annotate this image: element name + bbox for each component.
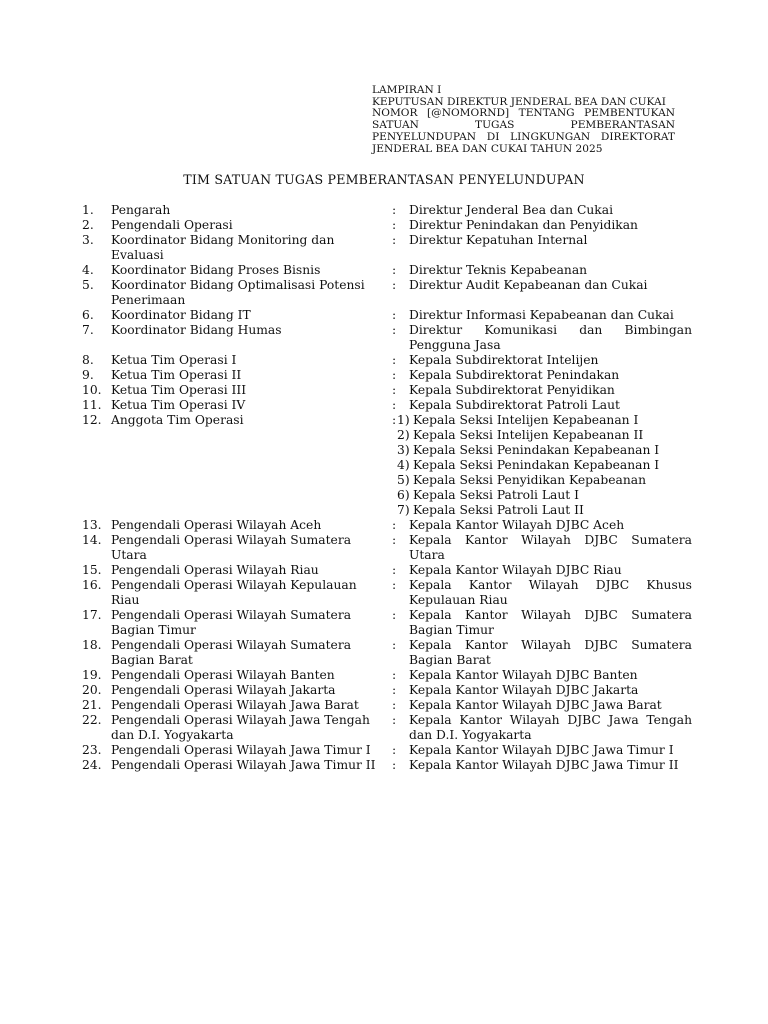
list-item — [0, 683, 768, 698]
item-label: Pengendali Operasi Wilayah Jawa Timur I — [111, 743, 371, 757]
document-title: TIM SATUAN TUGAS PEMBERANTASAN PENYELUNDUPAN — [183, 172, 585, 187]
item-value: Direktur Audit Kepabeanan dan Cukai — [409, 278, 648, 292]
list-item — [0, 563, 768, 578]
item-label: Pengendali Operasi Wilayah Aceh — [111, 518, 322, 532]
item-label: Pengendali Operasi Wilayah Banten — [111, 668, 335, 682]
list-item — [0, 368, 768, 383]
item-number: 24. — [82, 758, 102, 772]
item-value: Kepala Kantor Wilayah DJBC Khusus Kepulauan Riau — [409, 578, 692, 607]
item-label: Ketua Tim Operasi IV — [111, 398, 246, 412]
list-item — [0, 233, 768, 263]
sub-item-text: Kepala Seksi Intelijen Kepabeanan I — [413, 413, 639, 427]
colon-separator: : — [392, 668, 397, 682]
colon-separator: : — [392, 743, 397, 757]
item-value: Direktur Komunikasi dan Bimbingan Pengguna Jasa — [409, 323, 692, 352]
lampiran-line: PENYELUNDUPAN DI LINGKUNGAN DIREKTORAT — [372, 130, 675, 143]
list-item — [0, 383, 768, 398]
colon-separator: : — [392, 563, 397, 577]
item-label: Pengendali Operasi Wilayah Sumatera Utara — [111, 533, 352, 562]
list-item — [0, 638, 768, 668]
sub-item-text: Kepala Seksi Patroli Laut II — [413, 503, 584, 517]
list-item — [0, 353, 768, 368]
item-label: Anggota Tim Operasi — [111, 413, 244, 427]
item-number: 9. — [82, 368, 94, 382]
list-item — [0, 263, 768, 278]
colon-separator: : — [392, 398, 397, 412]
item-number: 14. — [82, 533, 102, 547]
item-label: Pengendali Operasi Wilayah Jawa Tengah dan D.I. Yogyakarta — [111, 713, 370, 742]
list-item — [0, 518, 768, 533]
item-value: Kepala Kantor Wilayah DJBC Jakarta — [409, 683, 639, 697]
item-value: Direktur Kepatuhan Internal — [409, 233, 588, 247]
colon-separator: : — [392, 308, 397, 322]
item-label: Pengarah — [111, 203, 171, 217]
colon-separator: : — [392, 713, 397, 727]
item-value: Direktur Teknis Kepabeanan — [409, 263, 588, 277]
item-number: 20. — [82, 683, 102, 697]
item-number: 5. — [82, 278, 94, 292]
item-value: Direktur Informasi Kepabeanan dan Cukai — [409, 308, 674, 322]
item-label: Ketua Tim Operasi II — [111, 368, 242, 382]
item-value: Kepala Kantor Wilayah DJBC Jawa Timur I — [409, 743, 674, 757]
item-label: Koordinator Bidang Monitoring dan Evaluasi — [111, 233, 335, 262]
item-number: 16. — [82, 578, 102, 592]
item-number: 15. — [82, 563, 102, 577]
colon-separator: : — [392, 368, 397, 382]
item-number: 19. — [82, 668, 102, 682]
colon-separator: : — [392, 638, 397, 652]
sub-item-number: 4) — [397, 458, 410, 472]
sub-item-number: 1) — [397, 413, 410, 427]
item-label: Ketua Tim Operasi III — [111, 383, 247, 397]
member-list — [0, 203, 768, 773]
sub-item-number: 6) — [397, 488, 410, 502]
item-label: Pengendali Operasi — [111, 218, 233, 232]
item-value: Kepala Kantor Wilayah DJBC Jawa Barat — [409, 698, 662, 712]
item-value: Kepala Kantor Wilayah DJBC Sumatera Utara — [409, 533, 692, 562]
item-number: 3. — [82, 233, 94, 247]
item-label: Koordinator Bidang Optimalisasi Potensi Penerimaan — [111, 278, 365, 307]
list-item — [0, 398, 768, 413]
item-number: 4. — [82, 263, 94, 277]
lampiran-line: SATUAN TUGAS PEMBERANTASAN — [372, 119, 675, 132]
item-number: 21. — [82, 698, 102, 712]
item-value: Kepala Subdirektorat Penyidikan — [409, 383, 615, 397]
item-value: Kepala Subdirektorat Patroli Laut — [409, 398, 620, 412]
list-item — [0, 308, 768, 323]
sub-item — [397, 443, 666, 458]
item-value: Kepala Kantor Wilayah DJBC Jawa Timur II — [409, 758, 679, 772]
lampiran-header — [372, 85, 675, 155]
lampiran-line: JENDERAL BEA DAN CUKAI TAHUN 2025 — [372, 142, 603, 155]
sub-item — [397, 503, 666, 518]
item-number: 2. — [82, 218, 94, 232]
item-label: Koordinator Bidang Humas — [111, 323, 282, 337]
colon-separator: : — [392, 683, 397, 697]
list-item — [0, 608, 768, 638]
colon-separator: : — [392, 383, 397, 397]
item-number: 12. — [82, 413, 102, 427]
lampiran-line: NOMOR [@NOMORND] TENTANG PEMBENTUKAN — [372, 107, 675, 120]
item-number: 18. — [82, 638, 102, 652]
list-item — [0, 578, 768, 608]
list-item — [0, 743, 768, 758]
lampiran-line: LAMPIRAN I — [372, 84, 442, 96]
item-label: Pengendali Operasi Wilayah Riau — [111, 563, 319, 577]
item-label: Ketua Tim Operasi I — [111, 353, 237, 367]
item-label: Pengendali Operasi Wilayah Kepulauan Riau — [111, 578, 357, 607]
sub-item-number: 7) — [397, 503, 410, 517]
item-label: Koordinator Bidang Proses Bisnis — [111, 263, 321, 277]
list-item — [0, 323, 768, 353]
list-item — [0, 278, 768, 308]
sub-list — [397, 413, 666, 518]
colon-separator: : — [392, 758, 397, 772]
sub-item — [397, 488, 666, 503]
item-number: 23. — [82, 743, 102, 757]
item-value: Kepala Kantor Wilayah DJBC Jawa Tengah dan D.I. Yogyakarta — [409, 713, 692, 742]
item-number: 13. — [82, 518, 102, 532]
sub-item-number: 3) — [397, 443, 410, 457]
sub-item-text: Kepala Seksi Intelijen Kepabeanan II — [413, 428, 644, 442]
item-number: 11. — [82, 398, 102, 412]
colon-separator: : — [392, 203, 397, 217]
list-item — [0, 203, 768, 218]
list-item — [0, 668, 768, 683]
item-number: 17. — [82, 608, 102, 622]
item-label: Koordinator Bidang IT — [111, 308, 251, 322]
sub-item — [397, 428, 666, 443]
sub-item-text: Kepala Seksi Penyidikan Kepabeanan — [413, 473, 647, 487]
item-number: 10. — [82, 383, 102, 397]
item-value: Kepala Kantor Wilayah DJBC Riau — [409, 563, 622, 577]
sub-item-number: 2) — [397, 428, 410, 442]
sub-item — [397, 413, 666, 428]
sub-item-text: Kepala Seksi Penindakan Kepabeanan I — [413, 458, 660, 472]
item-number: 22. — [82, 713, 102, 727]
item-value: Kepala Kantor Wilayah DJBC Sumatera Bagian Barat — [409, 638, 692, 667]
colon-separator: : — [392, 578, 397, 592]
list-item — [0, 413, 768, 518]
item-value: Kepala Subdirektorat Intelijen — [409, 353, 599, 367]
list-item — [0, 218, 768, 233]
colon-separator: : — [392, 518, 397, 532]
list-item — [0, 698, 768, 713]
lampiran-line: KEPUTUSAN DIREKTUR JENDERAL BEA DAN CUKAI — [372, 95, 666, 108]
sub-item — [397, 473, 666, 488]
colon-separator: : — [392, 533, 397, 547]
item-label: Pengendali Operasi Wilayah Jawa Barat — [111, 698, 359, 712]
item-label: Pengendali Operasi Wilayah Jakarta — [111, 683, 336, 697]
item-value: Kepala Kantor Wilayah DJBC Sumatera Bagian Timur — [409, 608, 692, 637]
colon-separator: : — [392, 233, 397, 247]
item-value: Kepala Kantor Wilayah DJBC Banten — [409, 668, 638, 682]
colon-separator: : — [392, 413, 397, 427]
item-value: Direktur Jenderal Bea dan Cukai — [409, 203, 614, 217]
item-value: Kepala Kantor Wilayah DJBC Aceh — [409, 518, 625, 532]
item-value: Direktur Penindakan dan Penyidikan — [409, 218, 638, 232]
sub-item-text: Kepala Seksi Penindakan Kepabeanan I — [413, 443, 660, 457]
sub-item-text: Kepala Seksi Patroli Laut I — [413, 488, 579, 502]
item-number: 8. — [82, 353, 94, 367]
list-item — [0, 758, 768, 773]
colon-separator: : — [392, 323, 397, 337]
colon-separator: : — [392, 608, 397, 622]
item-label: Pengendali Operasi Wilayah Sumatera Bagian Barat — [111, 638, 352, 667]
colon-separator: : — [392, 698, 397, 712]
item-label: Pengendali Operasi Wilayah Sumatera Bagian Timur — [111, 608, 352, 637]
colon-separator: : — [392, 278, 397, 292]
colon-separator: : — [392, 263, 397, 277]
list-item — [0, 713, 768, 743]
colon-separator: : — [392, 218, 397, 232]
item-number: 7. — [82, 323, 94, 337]
sub-item — [397, 458, 666, 473]
item-number: 1. — [82, 203, 94, 217]
sub-item-number: 5) — [397, 473, 410, 487]
colon-separator: : — [392, 353, 397, 367]
item-label: Pengendali Operasi Wilayah Jawa Timur II — [111, 758, 376, 772]
list-item — [0, 533, 768, 563]
item-number: 6. — [82, 308, 94, 322]
item-value: Kepala Subdirektorat Penindakan — [409, 368, 620, 382]
